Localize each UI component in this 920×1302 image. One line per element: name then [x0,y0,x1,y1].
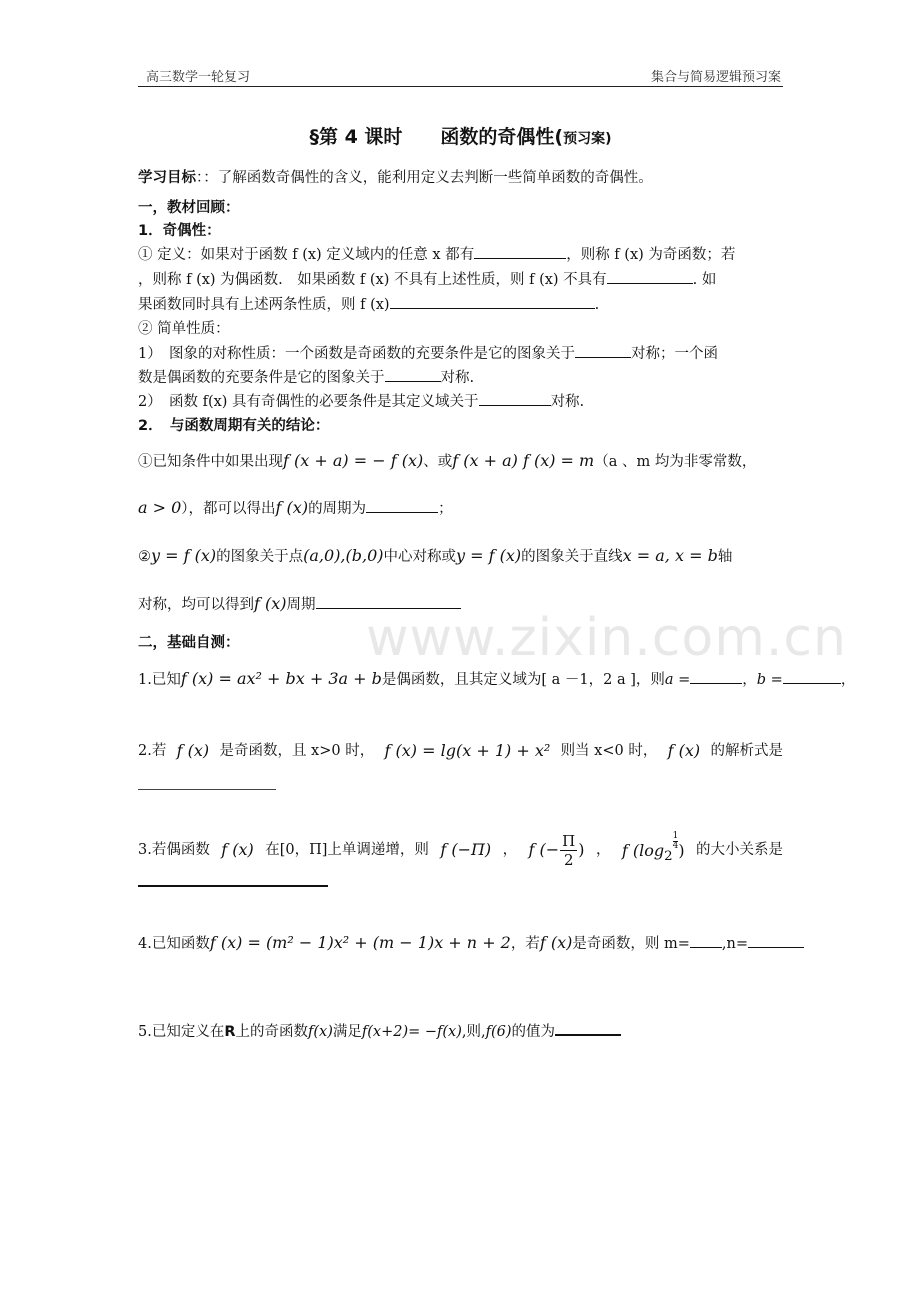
q4-text-c: 是奇函数，则 m= [572,936,690,952]
def-text-2b: . 如 [692,272,717,288]
subsection-parity-heading: 1．奇偶性： [138,223,221,239]
period-text-2d: ； [438,501,453,517]
property-1-line-1 [138,342,783,365]
def-text-1b: ，则称 f (x) 为奇函数；若 [566,247,736,263]
q2-text-d: 的解析式是 [710,743,783,759]
math-q1-fx: f (x) = ax² + bx + 3a + b [180,669,382,688]
prop1-text-d: 对称. [440,370,475,386]
q3-text-b: 在[0，Π]上单调递增，则 [265,842,429,858]
document-page [138,0,856,1302]
period-text-3b: 的图象关于点 [216,549,304,565]
period-text-3e: 轴 [717,549,733,565]
log-base: 2 [664,849,673,865]
prop1-text-a: 1） 图象的对称性质：一个函数是奇函数的充要条件是它的图象关于 [138,346,575,362]
property-1-line-2 [138,366,783,389]
subsection-period-heading: 2． 与函数周期有关的结论： [138,418,330,434]
q3-text-e: 的大小关系是 [696,842,783,858]
period-text-3d: 的图象关于直线 [521,549,623,565]
q3-f-suffix: ) [578,840,585,859]
q3-sep-2: ， [595,842,611,858]
prop1-text-c: 数是偶函数的充要条件是它的图象关于 [138,370,385,386]
math-y-fx-1: y = f (x) [151,546,217,565]
q5-real-set: R [224,1024,236,1040]
definition-line-2 [138,268,783,291]
title-lesson: §第 4 课时 [309,126,403,148]
math-q5-f6: f(6) [485,1024,512,1040]
blank-q4-m[interactable] [690,932,722,948]
math-lines: x = a, x = b [622,546,718,565]
q1-text-a: 1.已知 [138,672,181,688]
definition-line-3 [138,293,783,316]
period-text-4b: 周期 [286,597,316,613]
q2-answer-line [138,774,783,797]
math-q3-f-half-pi [529,832,585,875]
math-q2-fx-1: f (x) [176,741,210,760]
q5-text-c: 满足 [332,1024,362,1040]
period-text-1a: ①已知条件中如果出现 [138,454,283,470]
tiny-numerator: 1 [672,831,679,841]
goal-colon: ： [196,170,204,186]
question-4 [138,932,783,955]
fraction-pi-over-2 [560,832,577,869]
q4-text-b: ，若 [510,936,540,952]
section-review-heading: 一，教材回顾： [138,200,240,216]
q4-text-a: 4.已知函数 [138,936,210,952]
learning-goal [138,167,783,189]
q1-end: ， [840,672,856,688]
period-line-1 [138,450,783,473]
period-text-1c: （a 、m 均为非零常数， [594,454,757,470]
blank-period-conclusion[interactable] [316,593,461,609]
blank-both-properties[interactable] [390,293,595,309]
section-selftest-heading: 二，基础自测： [138,635,240,651]
blank-q5-answer[interactable] [555,1019,621,1036]
math-q4-fx-2: f (x) [539,933,573,952]
q1-a-label: a = [664,672,691,688]
q5-text-a: 5.已知定义在 [138,1024,225,1040]
period-text-3c: 中心对称或 [383,549,457,565]
blank-q4-n[interactable] [748,932,804,948]
q1-text-b: 是偶函数，且其定义域为[ a －1，2 a ]，则 [381,672,665,688]
q1-sep: ， [742,672,757,688]
period-text-3a: ② [138,549,151,565]
q3-sep-1: ， [502,842,518,858]
q4-text-d: ,n= [721,936,748,952]
math-q5-fx: f(x) [308,1024,333,1040]
period-text-2c: 的周期为 [308,501,367,517]
q3-log-prefix: f (log [621,841,665,860]
math-y-fx-2: y = f (x) [456,546,522,565]
math-q2-fx-2: f (x) [667,741,701,760]
q1-b-label: b = [756,672,783,688]
math-q3-f-log [622,832,685,875]
title-sub: 预习案) [563,131,612,147]
goal-label: 学习目标 [138,170,196,186]
period-text-4a: 对称，均可以得到 [138,597,254,613]
blank-odd-symmetry[interactable] [575,342,631,358]
math-q4-fx: f (x) = (m² − 1)x² + (m − 1)x + n + 2 [209,933,511,952]
page-title [138,122,783,149]
math-q5-cond: f(x+2)= −f(x) [361,1024,462,1040]
blank-period-value[interactable] [366,497,438,513]
math-fxa-m: f (x + a) f (x) = m [452,451,595,470]
math-fx-2: f (x) [254,594,287,613]
def-text-3b: . [594,297,600,313]
header-right: 集合与简易逻辑预习案 [650,70,781,85]
blank-parity-property[interactable] [607,268,693,284]
question-2 [138,740,783,762]
question-5 [138,1019,783,1043]
period-line-2 [138,497,783,520]
question-1 [138,668,856,691]
q3-log-suffix: ) [678,841,685,860]
period-line-3 [138,545,783,568]
q5-text-d: ,则, [461,1024,486,1040]
math-a-positive: a > 0 [138,498,182,517]
blank-q1-a[interactable] [690,668,742,684]
q5-text-b: 上的奇函数 [235,1024,309,1040]
q2-text-a: 2.若 [138,743,167,759]
math-fx: f (x) [275,498,309,517]
def-text-3a: 果函数同时具有上述两条性质，则 f (x) [138,297,390,313]
def-text-1a: ① 定义：如果对于函数 f (x) 定义域内的任意 x 都有 [138,247,475,263]
blank-q3-answer[interactable] [138,881,328,887]
blank-domain-symmetry[interactable] [479,390,551,406]
q3-text-a: 3.若偶函数 [138,842,210,858]
math-fxa-neg: f (x + a) = − f (x) [283,451,424,470]
math-points: (a,0),(b,0) [303,546,384,565]
frac-numerator: Π [562,832,576,850]
question-3 [138,832,783,875]
math-q3-fx: f (x) [221,840,254,859]
q3-f-prefix: f (− [528,840,560,859]
blank-even-symmetry[interactable] [385,366,441,382]
q2-text-b: 是奇函数，且 x>0 时， [219,743,375,759]
math-q2-def: f (x) = lg(x + 1) + x² [384,741,551,760]
title-topic: 函数的奇偶性( [440,126,564,148]
blank-q2-answer[interactable] [138,774,276,790]
math-q3-f-neg-pi: f (−Π) [440,840,492,859]
q2-text-c: 则当 x<0 时， [560,743,658,759]
page-header [138,66,783,87]
blank-odd-condition[interactable] [474,243,566,259]
frac-denominator: 2 [563,851,574,869]
tiny-denominator: 4 [672,841,679,851]
prop2-text-b: 对称. [550,394,585,410]
prop1-text-b: 对称；一个函 [630,346,718,362]
property-2-line [138,390,783,413]
properties-heading: ② 简单性质： [138,321,230,337]
def-text-2a: ，则称 f (x) 为偶函数. 如果函数 f (x) 不具有上述性质，则 f (x) 不具有 [138,272,607,288]
q3-answer-line [138,872,783,894]
q5-text-e: 的值为 [511,1024,555,1040]
watermark: www.zixin.com.cn [366,608,847,668]
blank-q1-b[interactable] [783,668,841,684]
definition-line-1 [138,243,783,266]
prop2-text-a: 2） 函数 f(x) 具有奇偶性的必要条件是其定义域关于 [138,394,479,410]
period-text-1b: 、或 [423,454,453,470]
goal-text: ：了解函数奇偶性的含义，能利用定义去判断一些简单函数的奇偶性。 [203,170,653,186]
period-text-2b: ），都可以得出 [181,501,276,517]
header-left: 高三数学一轮复习 [146,70,251,85]
